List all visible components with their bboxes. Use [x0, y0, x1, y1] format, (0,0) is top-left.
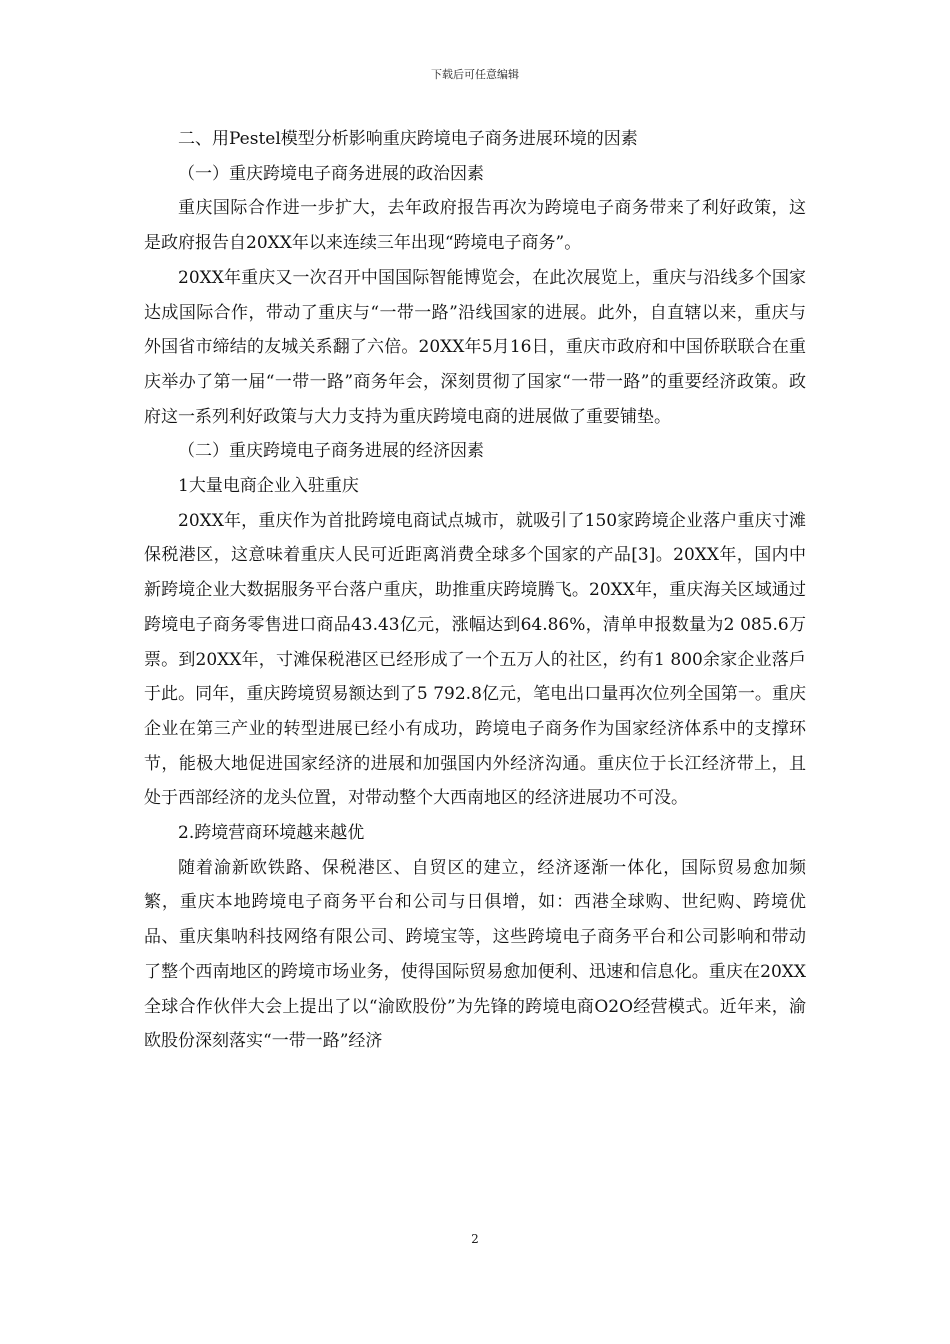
subsection-heading-political: （一）重庆跨境电子商务进展的政治因素	[178, 163, 484, 184]
subsection-heading-economic: （二）重庆跨境电子商务进展的经济因素	[178, 441, 484, 462]
section-heading: 二、用Pestel模型分析影响重庆跨境电子商务进展环境的因素	[178, 129, 638, 149]
paragraph-economic-1: 20XX年，重庆作为首批跨境电商试点城市，就吸引了150家跨境企业落户重庆寸滩保税港区，这意味着重庆人民可近距离消费全球多个国家的产品[3]。20XX年，国内中新跨境企业大数据服务平台落户重庆，助推重庆跨境腾飞。20XX年，重庆海关区域通过跨境电子商务零售进口商品43.43亿元，涨幅达到64.86%，清单申报数量为2 085.6万票。到20XX年，寸滩保税港区已经形成了一个五万人的社区，约有1 800余家企业落戶于此。同年，重庆跨境贸易额达到了5 792.8亿元，笔电出口量再次位列全国第一。重庆企业在第三产业的转型进展已经小有成功，跨境电子商务作为国家经济体系中的支撑环节，能极大地促进国家经济的进展和加强国内外经济沟通。重庆位于长江经济带上，且处于西部经济的龙头位置，对带动整个大西南地区的经济进展功不可没。	[144, 510, 806, 809]
paragraph-economic-2: 随着渝新欧铁路、保税港区、自贸区的建立，经济逐渐一体化，国际贸易愈加频繁，重庆本地跨境电子商务平台和公司与日俱增，如：西港全球购、世纪购、跨境优品、重庆集呐科技网络有限公司、跨境宝等，这些跨境电子商务平台和公司影响和带动了整个西南地区的跨境市场业务，使得国际贸易愈加便利、迅速和信息化。重庆在20XX全球合作伙伴大会上提出了以“渝欧股份”为先锋的跨境电商O2O经营模式。近年来，渝欧股份深刻落实“一带一路”经济	[144, 857, 806, 1052]
paragraph-political-1: 重庆国际合作进一步扩大，去年政府报告再次为跨境电子商务带来了利好政策，这是政府报告自20XX年以来连续三年出现“跨境电子商务”。	[144, 198, 806, 254]
list-item-heading-1: 1大量电商企业入驻重庆	[178, 476, 359, 497]
page-number: 2	[471, 1232, 479, 1246]
page-header: 下载后可任意编辑	[431, 68, 519, 81]
list-item-heading-2: 2.跨境营商环境越来越优	[178, 823, 365, 844]
document-body	[144, 122, 806, 1059]
paragraph-political-2: 20XX年重庆又一次召开中国国际智能博览会，在此次展览上，重庆与沿线多个国家达成国际合作，带动了重庆与“一带一路”沿线国家的进展。此外，自直辖以来，重庆与外国省市缔结的友城关系翻了六倍。20XX年5月16日，重庆市政府和中国侨联联合在重庆举办了第一届“一带一路”商务年会，深刻贯彻了国家“一带一路”的重要经济政策。政府这一系列利好政策与大力支持为重庆跨境电商的进展做了重要铺垫。	[144, 267, 806, 427]
